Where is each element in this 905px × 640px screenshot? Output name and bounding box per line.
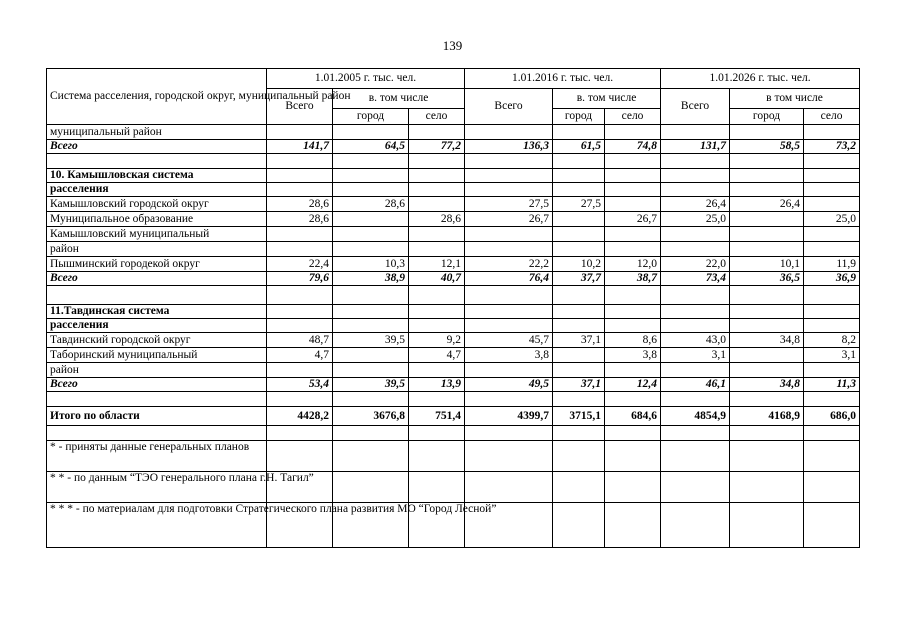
row-label <box>47 426 267 441</box>
value-cell <box>804 242 860 257</box>
value-cell <box>661 392 730 407</box>
row-label: район <box>47 363 267 378</box>
value-cell: 11,3 <box>804 378 860 392</box>
value-cell <box>267 441 333 472</box>
value-cell: 22,0 <box>661 257 730 272</box>
value-cell: 73,2 <box>804 140 860 154</box>
value-cell <box>267 392 333 407</box>
table-row <box>47 392 860 407</box>
value-cell: 751,4 <box>409 407 465 426</box>
value-cell <box>804 183 860 197</box>
value-cell: 43,0 <box>661 333 730 348</box>
value-cell <box>553 169 605 183</box>
header-including: в. том числе <box>333 89 465 109</box>
row-label: район <box>47 242 267 257</box>
value-cell <box>730 212 804 227</box>
value-cell <box>553 125 605 140</box>
value-cell <box>553 242 605 257</box>
value-cell: 38,7 <box>605 272 661 286</box>
value-cell: 64,5 <box>333 140 409 154</box>
value-cell <box>730 183 804 197</box>
value-cell <box>605 305 661 319</box>
value-cell: 49,5 <box>465 378 553 392</box>
value-cell <box>553 348 605 363</box>
row-label: Муниципальное образование <box>47 212 267 227</box>
value-cell <box>730 348 804 363</box>
value-cell: 53,4 <box>267 378 333 392</box>
header-city: город <box>333 109 409 125</box>
table-row <box>47 348 860 363</box>
table-row <box>47 333 860 348</box>
value-cell: 141,7 <box>267 140 333 154</box>
value-cell: 10,2 <box>553 257 605 272</box>
value-cell: 34,8 <box>730 378 804 392</box>
table-row <box>47 197 860 212</box>
value-cell: 34,8 <box>730 333 804 348</box>
value-cell <box>333 212 409 227</box>
value-cell: 37,1 <box>553 378 605 392</box>
value-cell <box>333 154 409 169</box>
value-cell <box>333 426 409 441</box>
value-cell: 3676,8 <box>333 407 409 426</box>
value-cell <box>661 286 730 305</box>
value-cell <box>267 169 333 183</box>
value-cell <box>661 227 730 242</box>
table-row <box>47 426 860 441</box>
value-cell <box>661 305 730 319</box>
value-cell <box>730 392 804 407</box>
value-cell <box>465 305 553 319</box>
value-cell <box>730 305 804 319</box>
table-row <box>47 140 860 154</box>
value-cell <box>804 441 860 472</box>
header-region: Система расселения, городской округ, муниципальный район <box>47 69 267 125</box>
value-cell <box>267 319 333 333</box>
row-label: 10. Камышловская система <box>47 169 267 183</box>
value-cell: 76,4 <box>465 272 553 286</box>
value-cell <box>661 503 730 548</box>
row-label: Камышловский муниципальный <box>47 227 267 242</box>
value-cell <box>553 472 605 503</box>
value-cell <box>605 197 661 212</box>
row-label: расселения <box>47 319 267 333</box>
value-cell <box>605 503 661 548</box>
value-cell <box>409 392 465 407</box>
value-cell <box>553 212 605 227</box>
value-cell <box>465 286 553 305</box>
value-cell <box>465 426 553 441</box>
value-cell: 3,8 <box>465 348 553 363</box>
row-label: Всего <box>47 272 267 286</box>
value-cell: 684,6 <box>605 407 661 426</box>
table-row <box>47 154 860 169</box>
value-cell <box>553 426 605 441</box>
value-cell <box>605 363 661 378</box>
value-cell: 45,7 <box>465 333 553 348</box>
value-cell <box>661 242 730 257</box>
table-row <box>47 503 860 548</box>
value-cell: 686,0 <box>804 407 860 426</box>
header-city: город <box>730 109 804 125</box>
table-row <box>47 319 860 333</box>
value-cell: 28,6 <box>267 212 333 227</box>
value-cell <box>333 286 409 305</box>
value-cell <box>409 441 465 472</box>
value-cell <box>804 472 860 503</box>
table-row <box>47 227 860 242</box>
value-cell: 37,7 <box>553 272 605 286</box>
table-row <box>47 363 860 378</box>
value-cell <box>605 154 661 169</box>
value-cell <box>465 319 553 333</box>
value-cell <box>409 154 465 169</box>
row-label: Всего <box>47 378 267 392</box>
header-village: село <box>605 109 661 125</box>
value-cell <box>267 154 333 169</box>
value-cell: 4399,7 <box>465 407 553 426</box>
value-cell <box>605 125 661 140</box>
value-cell: 37,1 <box>553 333 605 348</box>
value-cell <box>804 154 860 169</box>
table-row <box>47 257 860 272</box>
row-label: * * * - по материалам для подготовки Стратегического плана развития МО “Город Лесной” <box>47 503 267 548</box>
value-cell <box>333 227 409 242</box>
value-cell <box>605 472 661 503</box>
value-cell <box>730 227 804 242</box>
value-cell <box>553 183 605 197</box>
value-cell <box>333 305 409 319</box>
value-cell <box>333 363 409 378</box>
value-cell: 11,9 <box>804 257 860 272</box>
value-cell: 79,6 <box>267 272 333 286</box>
value-cell <box>661 441 730 472</box>
header-total: Всего <box>465 89 553 125</box>
value-cell: 27,5 <box>553 197 605 212</box>
value-cell: 73,4 <box>661 272 730 286</box>
value-cell <box>333 392 409 407</box>
header-period-2026: 1.01.2026 г. тыс. чел. <box>661 69 860 89</box>
value-cell: 8,2 <box>804 333 860 348</box>
value-cell <box>333 319 409 333</box>
value-cell: 28,6 <box>409 212 465 227</box>
row-label: Итого по области <box>47 407 267 426</box>
value-cell: 58,5 <box>730 140 804 154</box>
value-cell <box>465 183 553 197</box>
value-cell: 74,8 <box>605 140 661 154</box>
value-cell: 13,9 <box>409 378 465 392</box>
value-cell <box>804 286 860 305</box>
value-cell <box>465 242 553 257</box>
value-cell: 46,1 <box>661 378 730 392</box>
table-row <box>47 169 860 183</box>
value-cell: 12,1 <box>409 257 465 272</box>
value-cell <box>409 169 465 183</box>
value-cell <box>465 125 553 140</box>
row-label: * * - по данным “ТЭО генерального плана г.Н. Тагил” <box>47 472 267 503</box>
value-cell <box>267 286 333 305</box>
value-cell: 10,1 <box>730 257 804 272</box>
value-cell: 4168,9 <box>730 407 804 426</box>
row-label: муниципальный район <box>47 125 267 140</box>
value-cell <box>730 426 804 441</box>
value-cell <box>730 363 804 378</box>
value-cell: 12,4 <box>605 378 661 392</box>
value-cell <box>267 183 333 197</box>
value-cell: 4428,2 <box>267 407 333 426</box>
row-label <box>47 154 267 169</box>
value-cell <box>465 154 553 169</box>
value-cell: 3,8 <box>605 348 661 363</box>
row-label: * - приняты данные генеральных планов <box>47 441 267 472</box>
value-cell <box>333 125 409 140</box>
value-cell <box>730 242 804 257</box>
value-cell <box>333 242 409 257</box>
value-cell <box>409 319 465 333</box>
value-cell <box>605 169 661 183</box>
table-row <box>47 407 860 426</box>
value-cell: 39,5 <box>333 333 409 348</box>
value-cell <box>409 305 465 319</box>
value-cell: 22,4 <box>267 257 333 272</box>
value-cell: 10,3 <box>333 257 409 272</box>
value-cell <box>661 319 730 333</box>
value-cell <box>730 286 804 305</box>
value-cell: 4854,9 <box>661 407 730 426</box>
value-cell <box>661 426 730 441</box>
table-row <box>47 378 860 392</box>
value-cell: 4,7 <box>409 348 465 363</box>
header-village: село <box>409 109 465 125</box>
header-total: Всего <box>267 89 333 125</box>
value-cell <box>730 319 804 333</box>
value-cell <box>804 319 860 333</box>
value-cell <box>605 242 661 257</box>
value-cell: 9,2 <box>409 333 465 348</box>
row-label: Тавдинский городской округ <box>47 333 267 348</box>
row-label: Всего <box>47 140 267 154</box>
value-cell <box>267 363 333 378</box>
population-table <box>46 68 860 548</box>
value-cell <box>409 286 465 305</box>
value-cell <box>267 242 333 257</box>
value-cell <box>730 503 804 548</box>
value-cell <box>553 319 605 333</box>
value-cell <box>553 154 605 169</box>
value-cell <box>409 426 465 441</box>
header-including: в. том числе <box>553 89 661 109</box>
value-cell <box>661 363 730 378</box>
value-cell: 22,2 <box>465 257 553 272</box>
value-cell: 3,1 <box>661 348 730 363</box>
value-cell: 3715,1 <box>553 407 605 426</box>
value-cell <box>804 305 860 319</box>
value-cell <box>804 426 860 441</box>
value-cell <box>804 125 860 140</box>
table-row <box>47 212 860 227</box>
value-cell <box>465 363 553 378</box>
value-cell <box>553 392 605 407</box>
value-cell <box>605 426 661 441</box>
value-cell: 131,7 <box>661 140 730 154</box>
value-cell <box>605 319 661 333</box>
value-cell <box>267 227 333 242</box>
value-cell <box>333 441 409 472</box>
value-cell <box>605 183 661 197</box>
value-cell <box>465 441 553 472</box>
value-cell <box>605 286 661 305</box>
row-label <box>47 286 267 305</box>
value-cell <box>267 125 333 140</box>
table-row <box>47 472 860 503</box>
value-cell: 61,5 <box>553 140 605 154</box>
value-cell: 25,0 <box>804 212 860 227</box>
value-cell <box>333 472 409 503</box>
value-cell <box>553 363 605 378</box>
value-cell: 36,5 <box>730 272 804 286</box>
row-label: 11.Тавдинская система <box>47 305 267 319</box>
value-cell <box>730 169 804 183</box>
value-cell <box>804 169 860 183</box>
value-cell <box>333 183 409 197</box>
value-cell <box>553 441 605 472</box>
value-cell <box>333 348 409 363</box>
header-including: в том числе <box>730 89 860 109</box>
value-cell <box>804 227 860 242</box>
value-cell: 40,7 <box>409 272 465 286</box>
table-body <box>47 125 860 548</box>
row-label: Камышловский городской округ <box>47 197 267 212</box>
value-cell <box>804 392 860 407</box>
value-cell: 26,4 <box>730 197 804 212</box>
value-cell: 25,0 <box>661 212 730 227</box>
value-cell <box>553 305 605 319</box>
value-cell <box>409 472 465 503</box>
table-row <box>47 305 860 319</box>
value-cell <box>804 363 860 378</box>
row-label <box>47 392 267 407</box>
value-cell <box>605 441 661 472</box>
value-cell <box>730 125 804 140</box>
table-row <box>47 441 860 472</box>
value-cell: 77,2 <box>409 140 465 154</box>
value-cell <box>730 154 804 169</box>
value-cell: 26,4 <box>661 197 730 212</box>
table-row <box>47 242 860 257</box>
value-cell <box>465 392 553 407</box>
value-cell <box>804 197 860 212</box>
value-cell <box>409 227 465 242</box>
value-cell: 8,6 <box>605 333 661 348</box>
value-cell <box>409 125 465 140</box>
value-cell: 28,6 <box>333 197 409 212</box>
page-number: 139 <box>442 38 463 53</box>
row-label: Пышминский городекой округ <box>47 257 267 272</box>
value-cell: 26,7 <box>465 212 553 227</box>
table-row <box>47 183 860 197</box>
value-cell <box>661 125 730 140</box>
value-cell: 26,7 <box>605 212 661 227</box>
value-cell: 12,0 <box>605 257 661 272</box>
value-cell: 3,1 <box>804 348 860 363</box>
table-row <box>47 125 860 140</box>
header-village: село <box>804 109 860 125</box>
value-cell <box>409 363 465 378</box>
value-cell: 136,3 <box>465 140 553 154</box>
table-row <box>47 272 860 286</box>
value-cell <box>465 227 553 242</box>
value-cell <box>661 154 730 169</box>
header-period-2016: 1.01.2016 г. тыс. чел. <box>465 69 661 89</box>
value-cell <box>730 472 804 503</box>
value-cell <box>333 169 409 183</box>
value-cell <box>605 227 661 242</box>
header-total: Всего <box>661 89 730 125</box>
value-cell <box>661 472 730 503</box>
value-cell: 36,9 <box>804 272 860 286</box>
row-label: расселения <box>47 183 267 197</box>
header-city: город <box>553 109 605 125</box>
value-cell: 48,7 <box>267 333 333 348</box>
value-cell <box>605 392 661 407</box>
value-cell <box>465 472 553 503</box>
value-cell <box>409 242 465 257</box>
value-cell <box>661 169 730 183</box>
value-cell <box>553 286 605 305</box>
value-cell <box>804 503 860 548</box>
value-cell <box>409 183 465 197</box>
value-cell: 38,9 <box>333 272 409 286</box>
value-cell <box>267 305 333 319</box>
row-label: Таборинский муниципальный <box>47 348 267 363</box>
value-cell <box>730 441 804 472</box>
header-period-2005: 1.01.2005 г. тыс. чел. <box>267 69 465 89</box>
value-cell <box>553 503 605 548</box>
value-cell <box>465 169 553 183</box>
table-row <box>47 286 860 305</box>
value-cell <box>267 426 333 441</box>
value-cell: 27,5 <box>465 197 553 212</box>
value-cell <box>661 183 730 197</box>
value-cell: 28,6 <box>267 197 333 212</box>
value-cell <box>553 227 605 242</box>
value-cell: 39,5 <box>333 378 409 392</box>
value-cell: 4,7 <box>267 348 333 363</box>
value-cell <box>409 197 465 212</box>
